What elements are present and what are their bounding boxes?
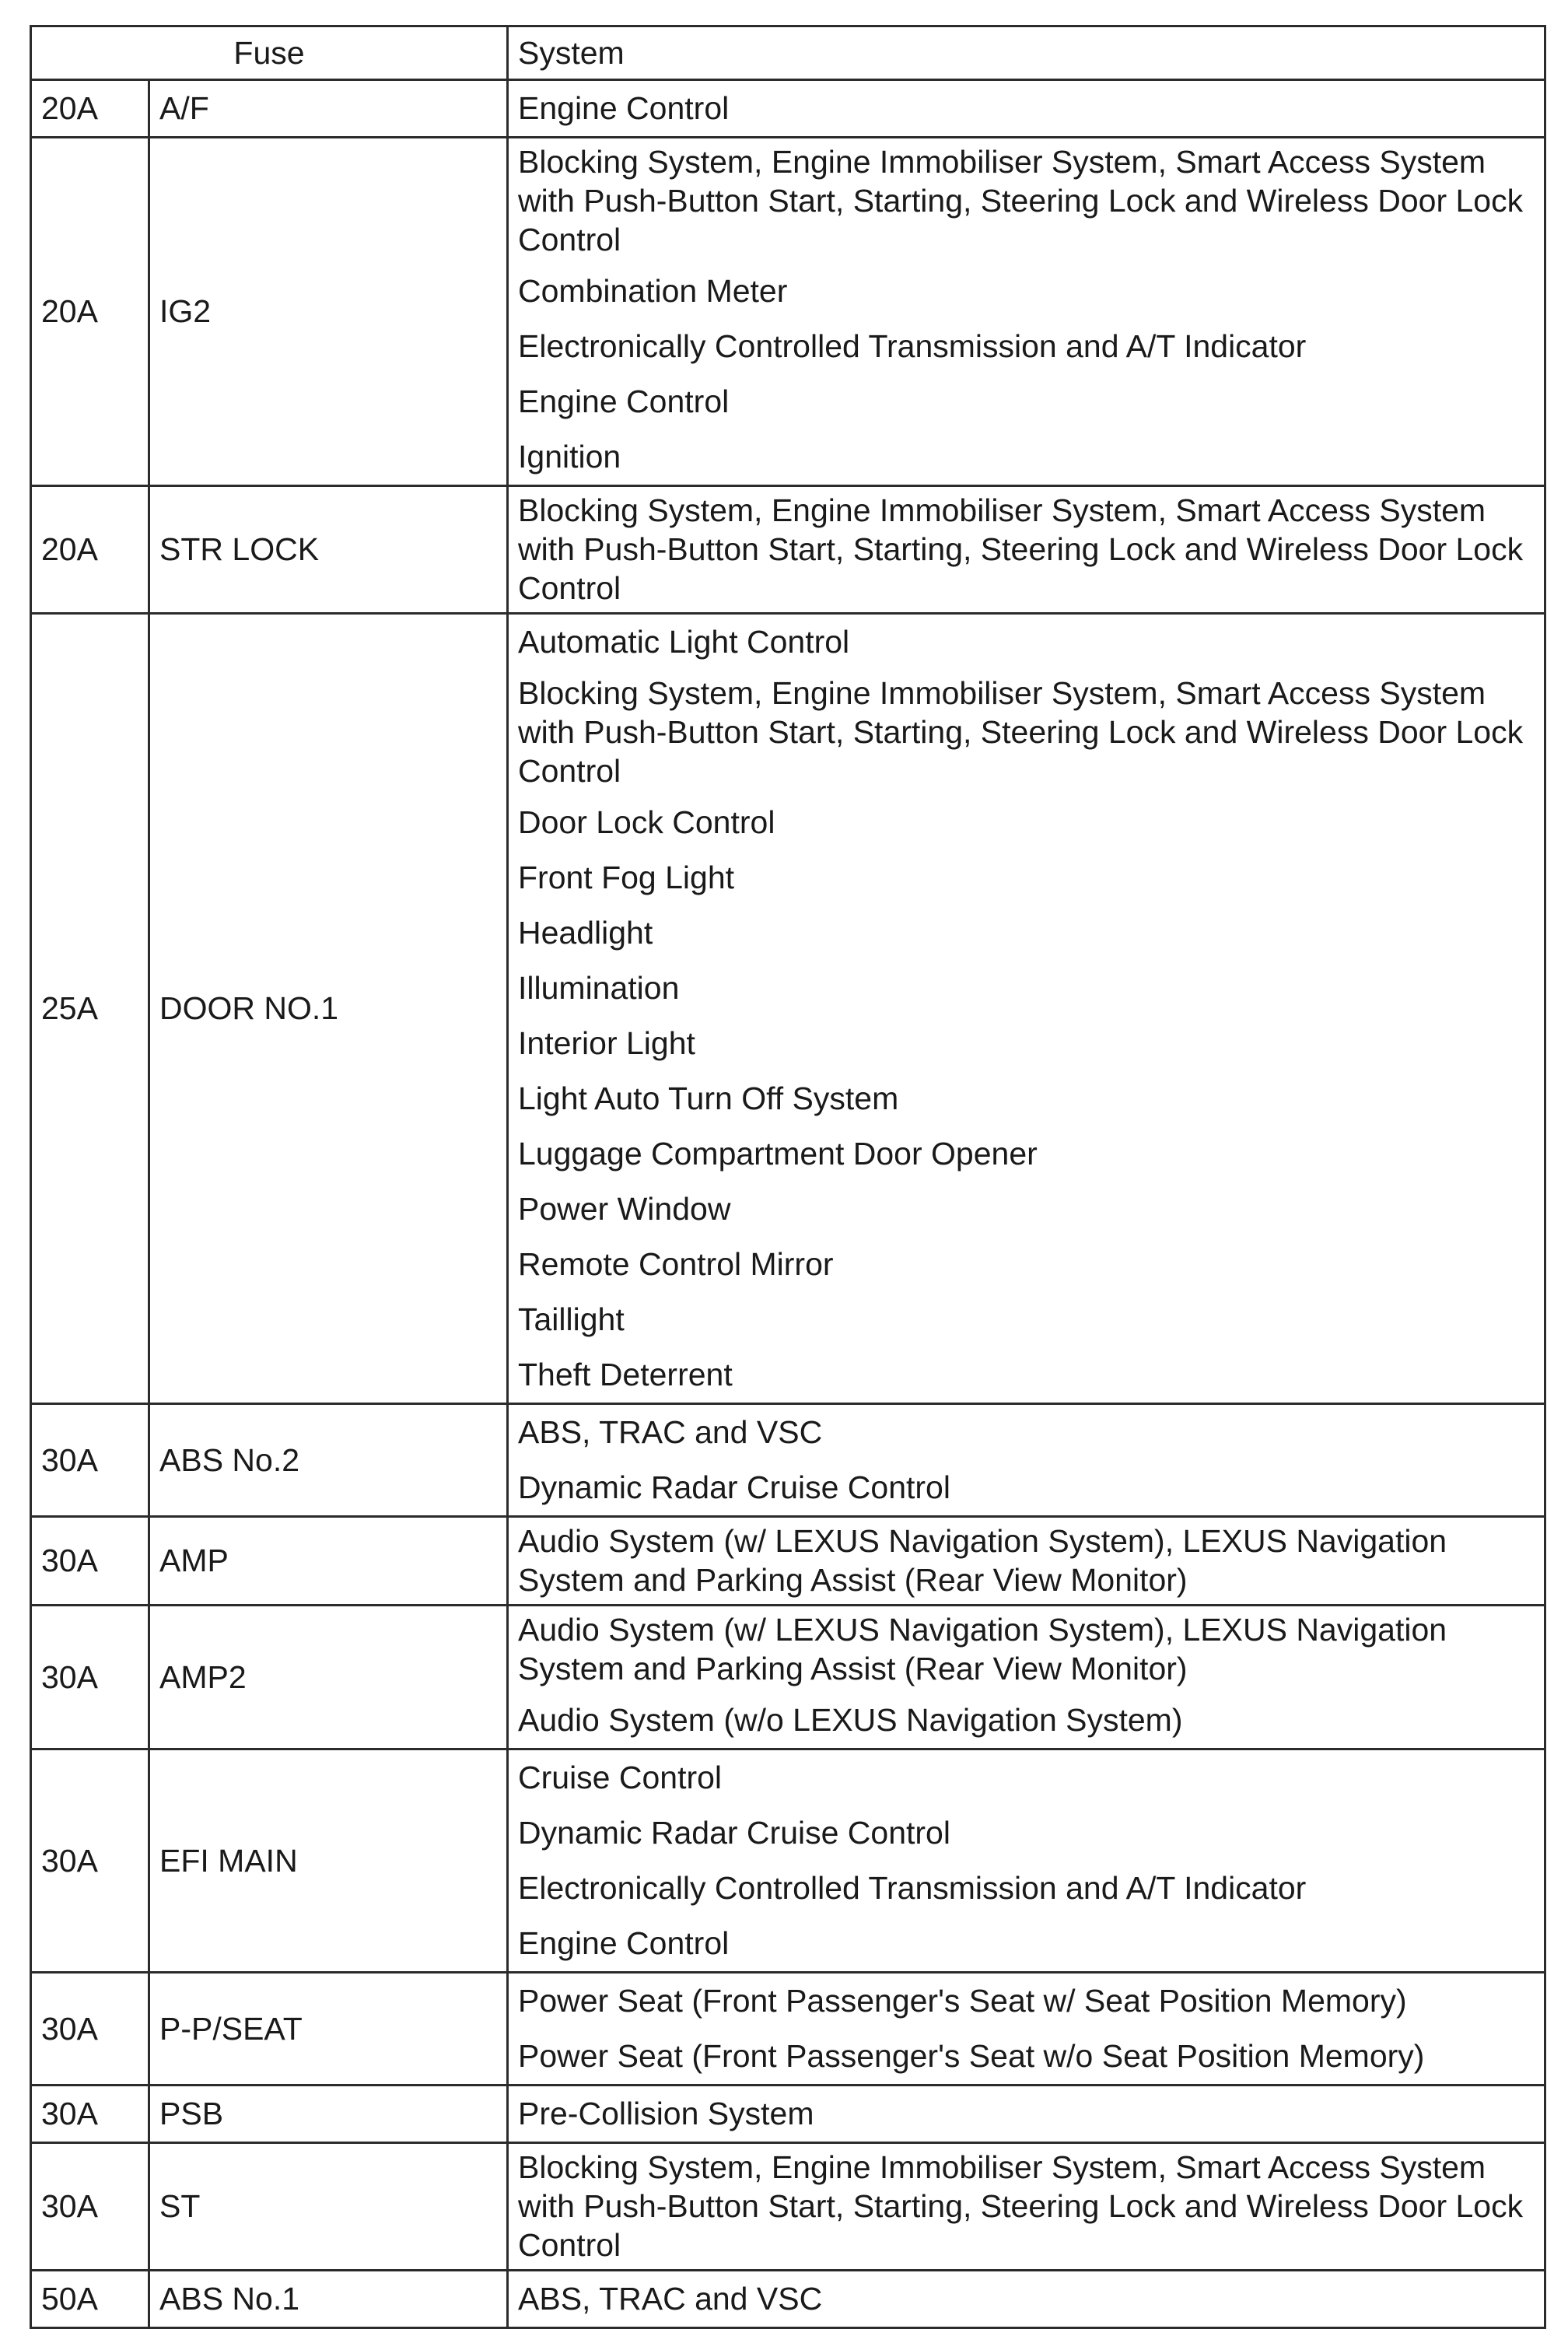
system-item: Power Seat (Front Passenger's Seat w/o Seat Position Memory) — [518, 2038, 1425, 2074]
fuse-name: PSB — [149, 2086, 508, 2143]
fuse-name: DOOR NO.1 — [149, 614, 508, 1404]
system-item: ABS, TRAC and VSC — [518, 1414, 823, 1450]
fuse-name: STR LOCK — [149, 486, 508, 614]
system-list — [508, 486, 1545, 614]
system-item: Engine Control — [518, 383, 730, 419]
system-item: Taillight — [518, 1301, 625, 1337]
fuse-amperage: 30A — [31, 1749, 149, 1973]
fuse-name: ABS No.1 — [149, 2271, 508, 2328]
system-item: Dynamic Radar Cruise Control — [518, 1469, 950, 1505]
fuse-amperage: 30A — [31, 1404, 149, 1517]
table-row — [31, 1749, 1545, 1973]
fuse-amperage: 20A — [31, 80, 149, 138]
system-item: Electronically Controlled Transmission and A/T Indicator — [518, 328, 1307, 364]
system-list — [508, 2086, 1545, 2143]
system-item: Theft Deterrent — [518, 1357, 733, 1392]
table-row — [31, 2143, 1545, 2271]
table-row — [31, 486, 1545, 614]
system-item: Luggage Compartment Door Opener — [518, 1136, 1038, 1172]
system-list — [508, 80, 1545, 138]
system-item: Electronically Controlled Transmission and A/T Indicator — [518, 1870, 1307, 1906]
system-item: Blocking System, Engine Immobiliser System, Smart Access System with Push-Button Start, Starting, Steering Lock and Wireless Door Lock Control — [518, 492, 1524, 606]
fuse-name: ST — [149, 2143, 508, 2271]
system-item: Pre-Collision System — [518, 2096, 814, 2131]
header-row — [31, 26, 1545, 80]
fuse-amperage: 30A — [31, 1973, 149, 2086]
system-item: Audio System (w/o LEXUS Navigation System) — [518, 1702, 1183, 1738]
system-list — [508, 138, 1545, 486]
system-list — [508, 614, 1545, 1404]
fuse-amperage: 30A — [31, 1517, 149, 1606]
system-list — [508, 2271, 1545, 2328]
fuse-amperage: 30A — [31, 1606, 149, 1749]
system-item: Audio System (w/ LEXUS Navigation System), LEXUS Navigation System and Parking Assist (Rear View Monitor) — [518, 1612, 1447, 1686]
system-header: System — [508, 26, 1545, 80]
table-row — [31, 1973, 1545, 2086]
system-list — [508, 1973, 1545, 2086]
fuse-amperage: 25A — [31, 614, 149, 1404]
fuse-table — [30, 25, 1546, 2329]
fuse-name: ABS No.2 — [149, 1404, 508, 1517]
system-item: Audio System (w/ LEXUS Navigation System), LEXUS Navigation System and Parking Assist (Rear View Monitor) — [518, 1523, 1447, 1598]
fuse-amperage: 50A — [31, 2271, 149, 2328]
system-list — [508, 2143, 1545, 2271]
fuse-name: IG2 — [149, 138, 508, 486]
system-list — [508, 1606, 1545, 1749]
system-item: Headlight — [518, 915, 653, 951]
fuse-amperage: 30A — [31, 2143, 149, 2271]
system-item: Dynamic Radar Cruise Control — [518, 1815, 950, 1851]
system-item: Remote Control Mirror — [518, 1246, 834, 1282]
system-item: Illumination — [518, 970, 680, 1006]
system-item: ABS, TRAC and VSC — [518, 2281, 823, 2317]
fuse-amperage: 20A — [31, 138, 149, 486]
system-item: Engine Control — [518, 1925, 730, 1961]
fuse-amperage: 20A — [31, 486, 149, 614]
system-list — [508, 1749, 1545, 1973]
system-item: Power Window — [518, 1191, 731, 1227]
system-item: Interior Light — [518, 1025, 695, 1061]
system-list — [508, 1404, 1545, 1517]
system-item: Automatic Light Control — [518, 624, 850, 660]
table-row — [31, 2271, 1545, 2328]
fuse-name: AMP2 — [149, 1606, 508, 1749]
system-item: Front Fog Light — [518, 860, 735, 895]
fuse-name: A/F — [149, 80, 508, 138]
fuse-header: Fuse — [31, 26, 508, 80]
table-row — [31, 80, 1545, 138]
table-row — [31, 1517, 1545, 1606]
fuse-name: P-P/SEAT — [149, 1973, 508, 2086]
system-item: Engine Control — [518, 90, 730, 126]
table-body — [31, 80, 1545, 2328]
system-item: Light Auto Turn Off System — [518, 1080, 899, 1116]
table-row — [31, 614, 1545, 1404]
system-item: Combination Meter — [518, 273, 788, 309]
system-item: Blocking System, Engine Immobiliser System, Smart Access System with Push-Button Start, Starting, Steering Lock and Wireless Door Lock Control — [518, 2149, 1524, 2263]
system-item: Cruise Control — [518, 1760, 723, 1795]
system-item: Blocking System, Engine Immobiliser System, Smart Access System with Push-Button Start, Starting, Steering Lock and Wireless Door Lock Control — [518, 675, 1524, 789]
fuse-name: EFI MAIN — [149, 1749, 508, 1973]
table-row — [31, 1606, 1545, 1749]
system-item: Ignition — [518, 439, 621, 475]
fuse-name: AMP — [149, 1517, 508, 1606]
system-list — [508, 1517, 1545, 1606]
table-row — [31, 138, 1545, 486]
fuse-amperage: 30A — [31, 2086, 149, 2143]
system-item: Power Seat (Front Passenger's Seat w/ Seat Position Memory) — [518, 1983, 1407, 2019]
system-item: Blocking System, Engine Immobiliser System, Smart Access System with Push-Button Start, Starting, Steering Lock and Wireless Door Lock Control — [518, 144, 1524, 257]
system-item: Door Lock Control — [518, 804, 775, 840]
table-row — [31, 2086, 1545, 2143]
table-row — [31, 1404, 1545, 1517]
